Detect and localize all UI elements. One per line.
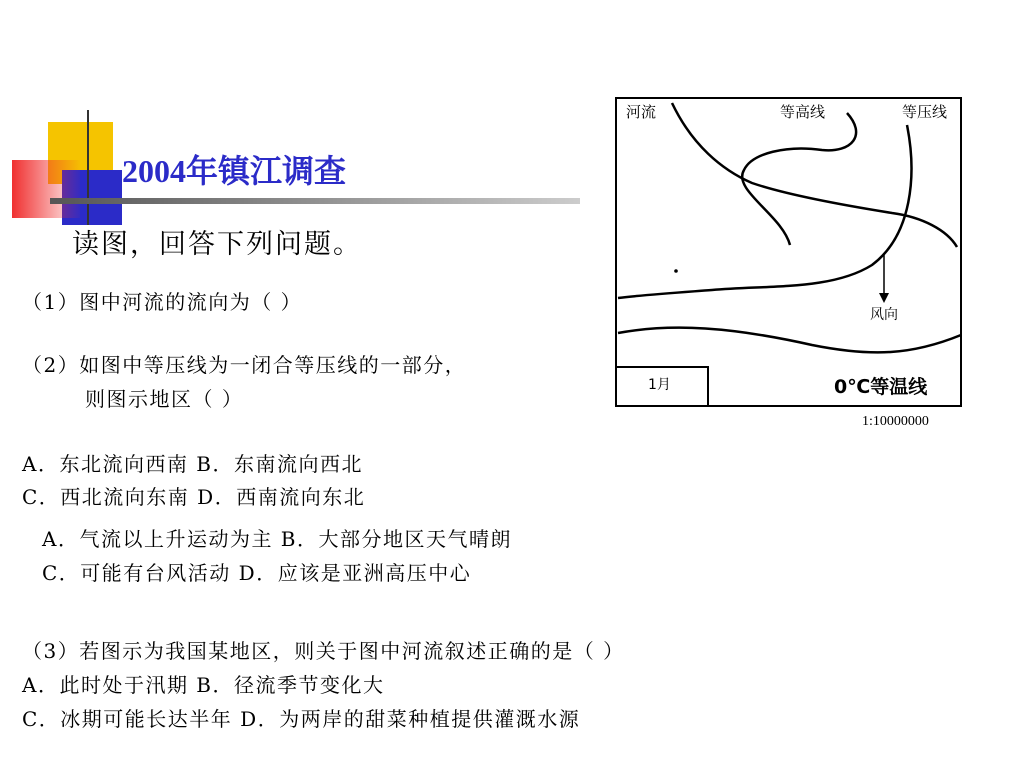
deco-red-square [12,160,80,218]
question-3: （3）若图示为我国某地区，则关于图中河流叙述正确的是（ ） [22,639,625,663]
q3-options-cd: C．冰期可能长达半年 D．为两岸的甜菜种植提供灌溉水源 [22,707,581,731]
title-underline [50,198,580,204]
label-scale: 1:10000000 [862,414,929,429]
label-wind: 风向 [870,307,898,323]
question-2-line-1: （2）如图中等压线为一闭合等压线的一部分， [22,353,467,377]
q1-options-ab: A．东北流向西南 B．东南流向西北 [22,452,363,476]
q2-options-cd: C．可能有台风活动 D．应该是亚洲高压中心 [42,561,472,585]
label-river: 河流 [626,103,657,121]
label-contour: 等高线 [780,103,826,121]
label-month: 1月 [648,377,671,393]
map-figure [612,95,967,435]
q1-options-cd: C．西北流向东南 D．西南流向东北 [22,485,366,509]
label-isobar: 等压线 [902,103,948,121]
question-2-line-2: 则图示地区（ ） [85,387,244,411]
question-1: （1）图中河流的流向为（ ） [22,290,303,314]
q3-options-ab: A．此时处于汛期 B．径流季节变化大 [22,673,385,697]
slide-title: 2004年镇江调查 [122,153,347,189]
instruction-text: 读图，回答下列问题。 [72,229,362,260]
label-isotherm: 0℃等温线 [834,376,928,398]
q2-options-ab: A．气流以上升运动为主 B．大部分地区天气晴朗 [42,527,512,551]
map-dot [674,269,678,273]
